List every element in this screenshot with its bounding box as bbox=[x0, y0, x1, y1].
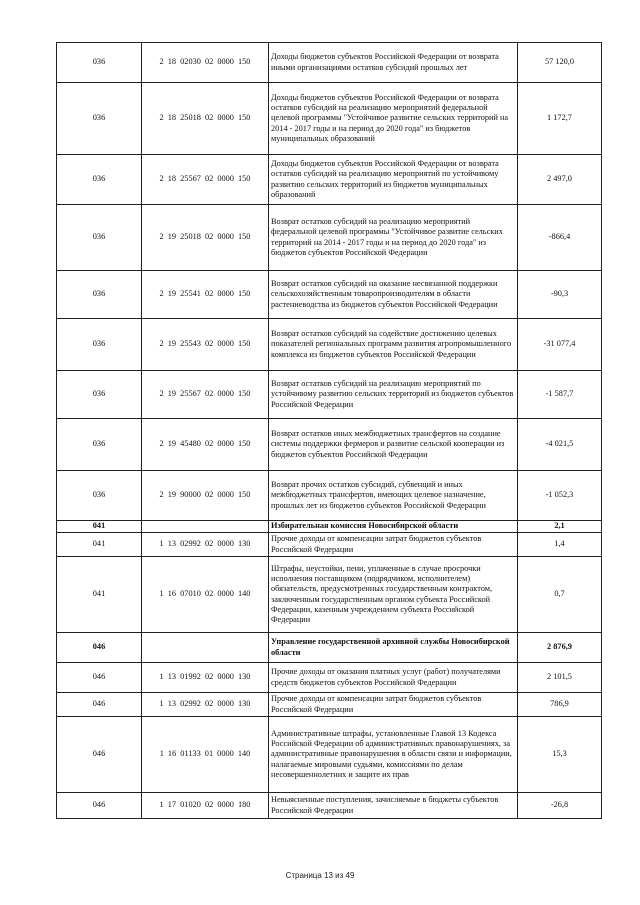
admin-code-cell: 036 bbox=[57, 155, 142, 205]
amount-cell: 0,7 bbox=[518, 557, 602, 633]
budget-code-cell: 2 19 25541 02 0000 150 bbox=[142, 271, 269, 319]
page-footer: Страница 13 из 49 bbox=[285, 871, 355, 880]
budget-code-cell: 2 18 25567 02 0000 150 bbox=[142, 155, 269, 205]
budget-code-cell: 2 19 25543 02 0000 150 bbox=[142, 319, 269, 371]
table-row bbox=[57, 205, 602, 271]
amount-cell: 2 101,5 bbox=[518, 663, 602, 693]
amount-cell: -1 052,3 bbox=[518, 471, 602, 521]
amount-cell: -90,3 bbox=[518, 271, 602, 319]
revenue-name-cell: Управление государственной архивной службы Новосибирской области bbox=[269, 633, 518, 663]
table-row bbox=[57, 371, 602, 419]
revenue-name-cell: Доходы бюджетов субъектов Российской Федерации от возврата остатков субсидий на реализацию мероприятий федеральной целевой программы "Устойчивое развитие сельских территорий на 2014 - 2017 годы и на период до 2020 года" из бюджетов муниципальных образований bbox=[269, 83, 518, 155]
revenue-name-cell: Невыясненные поступления, зачисляемые в бюджеты субъектов Российской Федерации bbox=[269, 793, 518, 819]
admin-code-cell: 036 bbox=[57, 43, 142, 83]
amount-cell: 1 172,7 bbox=[518, 83, 602, 155]
budget-code-cell: 2 18 02030 02 0000 150 bbox=[142, 43, 269, 83]
revenue-name-cell: Штрафы, неустойки, пени, уплаченные в случае просрочки исполнения поставщиком (подрядчиком, исполнителем) обязательств, предусмотренных государственным контрактом, заключенным государственным органом субъекта Российской Федерации, казенным учреждением субъекта Российской Федерации bbox=[269, 557, 518, 633]
budget-code-cell: 2 19 25567 02 0000 150 bbox=[142, 371, 269, 419]
admin-code-cell: 036 bbox=[57, 271, 142, 319]
admin-code-cell: 046 bbox=[57, 663, 142, 693]
table-row bbox=[57, 83, 602, 155]
table-row bbox=[57, 43, 602, 83]
admin-code-cell: 036 bbox=[57, 419, 142, 471]
table-row bbox=[57, 271, 602, 319]
budget-code-cell: 1 16 07010 02 0000 140 bbox=[142, 557, 269, 633]
budget-code-cell bbox=[142, 521, 269, 533]
table-row bbox=[57, 319, 602, 371]
revenue-name-cell: Прочие доходы от компенсации затрат бюджетов субъектов Российской Федерации bbox=[269, 533, 518, 557]
section-row bbox=[57, 633, 602, 663]
admin-code-cell: 036 bbox=[57, 371, 142, 419]
admin-code-cell: 041 bbox=[57, 557, 142, 633]
budget-code-cell: 2 18 25018 02 0000 150 bbox=[142, 83, 269, 155]
table-row bbox=[57, 557, 602, 633]
budget-code-cell: 1 17 01020 02 0000 180 bbox=[142, 793, 269, 819]
budget-code-cell bbox=[142, 633, 269, 663]
table-row bbox=[57, 155, 602, 205]
budget-code-cell: 2 19 45480 02 0000 150 bbox=[142, 419, 269, 471]
table-row bbox=[57, 693, 602, 717]
table-row bbox=[57, 717, 602, 793]
revenue-name-cell: Прочие доходы от компенсации затрат бюджетов субъектов Российской Федерации bbox=[269, 693, 518, 717]
table-row bbox=[57, 533, 602, 557]
revenue-name-cell: Возврат остатков субсидий на реализацию мероприятий федеральной целевой программы "Устойчивое развитие сельских территорий на 2014 - 2017 годы и на период до 2020 года" из бюджетов субъектов Российской Федерации bbox=[269, 205, 518, 271]
amount-cell: 57 120,0 bbox=[518, 43, 602, 83]
admin-code-cell: 046 bbox=[57, 793, 142, 819]
table-row bbox=[57, 793, 602, 819]
table-body bbox=[57, 43, 602, 819]
revenue-name-cell: Административные штрафы, установленные Главой 13 Кодекса Российской Федерации об административных правонарушениях, за административные правонарушения в области связи и информации, налагаемые мировыми судьями, комиссиями по делам несовершеннолетних и защите их прав bbox=[269, 717, 518, 793]
admin-code-cell: 046 bbox=[57, 717, 142, 793]
amount-cell: -866,4 bbox=[518, 205, 602, 271]
amount-cell: 1,4 bbox=[518, 533, 602, 557]
revenue-name-cell: Возврат остатков иных межбюджетных трансфертов на создание системы поддержки фермеров и развитие сельской кооперации из бюджетов субъектов Российской Федерации bbox=[269, 419, 518, 471]
revenue-name-cell: Избирательная комиссия Новосибирской области bbox=[269, 521, 518, 533]
amount-cell: 2 876,9 bbox=[518, 633, 602, 663]
budget-code-cell: 1 16 01133 01 0000 140 bbox=[142, 717, 269, 793]
amount-cell: -31 077,4 bbox=[518, 319, 602, 371]
revenue-table bbox=[56, 42, 602, 819]
revenue-name-cell: Возврат остатков субсидий на оказание несвязанной поддержки сельскохозяйственным товаропроизводителям в области растениеводства из бюджетов субъектов Российской Федерации bbox=[269, 271, 518, 319]
amount-cell: 786,9 bbox=[518, 693, 602, 717]
amount-cell: -4 021,5 bbox=[518, 419, 602, 471]
revenue-name-cell: Доходы бюджетов субъектов Российской Федерации от возврата остатков субсидий на реализацию мероприятий по устойчивому развитию сельских территорий из бюджетов муниципальных образований bbox=[269, 155, 518, 205]
amount-cell: 15,3 bbox=[518, 717, 602, 793]
amount-cell: 2,1 bbox=[518, 521, 602, 533]
admin-code-cell: 036 bbox=[57, 83, 142, 155]
budget-code-cell: 1 13 02992 02 0000 130 bbox=[142, 693, 269, 717]
revenue-name-cell: Доходы бюджетов субъектов Российской Федерации от возврата иными организациями остатков субсидий прошлых лет bbox=[269, 43, 518, 83]
amount-cell: -26,8 bbox=[518, 793, 602, 819]
revenue-name-cell: Возврат остатков субсидий на содействие достижению целевых показателей региональных программ развития агропромышленного комплекса из бюджетов субъектов Российской Федерации bbox=[269, 319, 518, 371]
admin-code-cell: 046 bbox=[57, 693, 142, 717]
table-row bbox=[57, 471, 602, 521]
amount-cell: -1 587,7 bbox=[518, 371, 602, 419]
admin-code-cell: 046 bbox=[57, 633, 142, 663]
admin-code-cell: 036 bbox=[57, 319, 142, 371]
admin-code-cell: 036 bbox=[57, 471, 142, 521]
admin-code-cell: 041 bbox=[57, 533, 142, 557]
revenue-name-cell: Возврат остатков субсидий на реализацию мероприятий по устойчивому развитию сельских территорий из бюджетов субъектов Российской Федерации bbox=[269, 371, 518, 419]
section-row bbox=[57, 521, 602, 533]
budget-code-cell: 1 13 02992 02 0000 130 bbox=[142, 533, 269, 557]
admin-code-cell: 036 bbox=[57, 205, 142, 271]
revenue-name-cell: Прочие доходы от оказания платных услуг (работ) получателями средств бюджетов субъектов Российской Федерации bbox=[269, 663, 518, 693]
budget-code-cell: 2 19 90000 02 0000 150 bbox=[142, 471, 269, 521]
amount-cell: 2 497,0 bbox=[518, 155, 602, 205]
table-row bbox=[57, 419, 602, 471]
budget-code-cell: 2 19 25018 02 0000 150 bbox=[142, 205, 269, 271]
revenue-name-cell: Возврат прочих остатков субсидий, субвенций и иных межбюджетных трансфертов, имеющих целевое назначение, прошлых лет из бюджетов субъектов Российской Федерации bbox=[269, 471, 518, 521]
table-row bbox=[57, 663, 602, 693]
budget-code-cell: 1 13 01992 02 0000 130 bbox=[142, 663, 269, 693]
admin-code-cell: 041 bbox=[57, 521, 142, 533]
